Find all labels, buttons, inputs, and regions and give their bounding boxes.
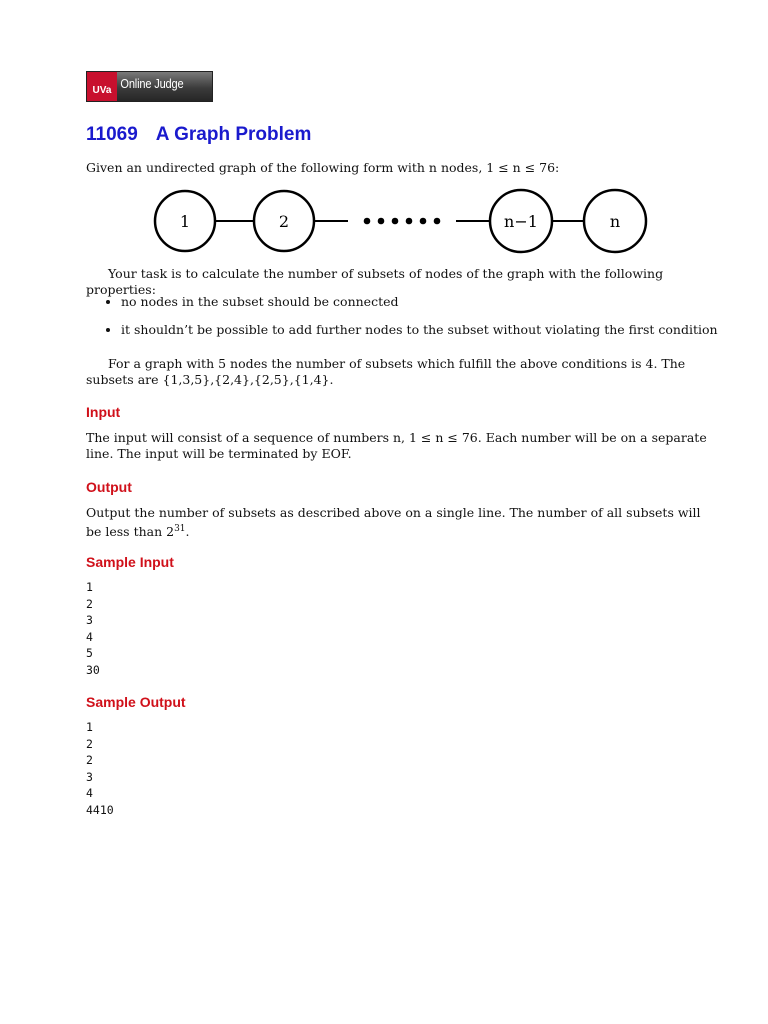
list-item: • it shouldn’t be possible to add further nodes to the subset without violating the first condition xyxy=(121,322,751,338)
sample-output-list xyxy=(86,719,114,818)
node-label: n−1 xyxy=(504,212,538,231)
problem-name: A Graph Problem xyxy=(155,124,312,145)
node-label: 1 xyxy=(179,212,191,231)
dot xyxy=(364,218,371,225)
output-body: Output the number of subsets as described above on a single line. The number of all subsets will be less than 2 xyxy=(86,505,701,540)
graph-diagram xyxy=(150,188,650,254)
dot xyxy=(406,218,413,225)
list-item: 4 xyxy=(86,629,93,644)
output-end: . xyxy=(185,524,190,540)
task-text: Your task is to calculate the number of subsets of nodes of the graph with the following properties: xyxy=(86,266,664,297)
input-text: The input will consist of a sequence of numbers n, 1 ≤ n ≤ 76. Each number will be on a separate line. The input will be terminated by EOF. xyxy=(86,430,707,461)
dot xyxy=(392,218,399,225)
list-item: 4 xyxy=(86,786,93,800)
dot xyxy=(378,218,385,225)
output-text xyxy=(86,505,716,540)
sample-output-heading: Sample Output xyxy=(86,694,186,710)
input-heading: Input xyxy=(86,404,121,420)
logo-badge: UVa xyxy=(87,72,117,101)
list-item: 30 xyxy=(86,662,100,677)
example-text: For a graph with 5 nodes the number of subsets which fulfill the above conditions is 4. The subsets are {1,3,5},{2,4},{2,5},{1,4}. xyxy=(86,356,686,387)
output-exponent: 31 xyxy=(174,524,186,534)
dot xyxy=(434,218,441,225)
properties-list xyxy=(86,294,751,350)
list-item: 5 xyxy=(86,646,93,660)
list-item: 2 xyxy=(86,596,93,611)
uva-logo[interactable] xyxy=(86,71,213,102)
dot xyxy=(420,218,427,225)
list-item: 4410 xyxy=(86,802,114,817)
node-label: 2 xyxy=(278,212,290,231)
ellipsis-dots xyxy=(364,218,441,225)
problem-title xyxy=(86,124,311,146)
list-item: 2 xyxy=(86,753,93,767)
sample-input-heading: Sample Input xyxy=(86,554,174,570)
logo-text: Online Judge xyxy=(120,76,184,91)
node-label: n xyxy=(609,212,621,231)
problem-number: 11069 xyxy=(86,124,138,145)
output-heading: Output xyxy=(86,479,132,495)
list-item: 2 xyxy=(86,736,93,751)
list-item: 3 xyxy=(86,613,93,627)
list-item: • no nodes in the subset should be connected xyxy=(121,294,751,310)
list-item: 1 xyxy=(86,580,93,594)
intro-text: Given an undirected graph of the following form with n nodes, 1 ≤ n ≤ 76: xyxy=(86,160,560,175)
list-item: 3 xyxy=(86,769,93,784)
sample-input-list xyxy=(86,579,100,678)
list-item: 1 xyxy=(86,720,93,734)
